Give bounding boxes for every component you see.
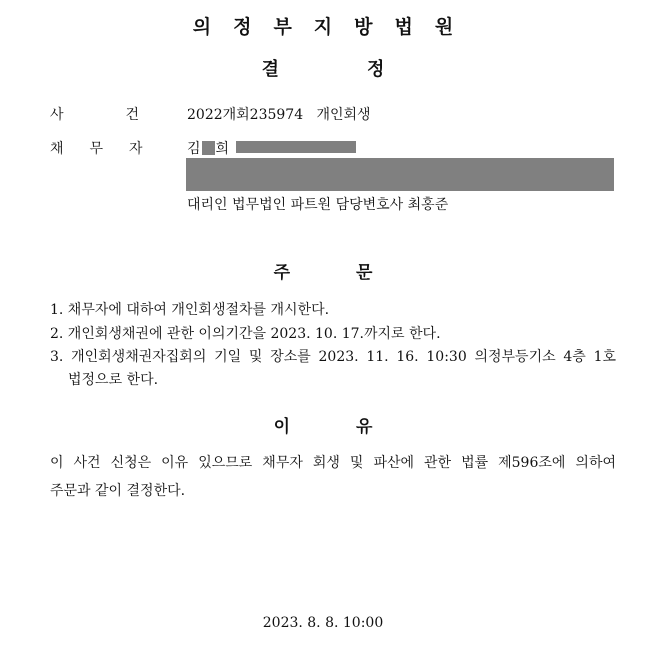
decision-date: 2023. 8. 8. 10:00 xyxy=(262,615,384,631)
order-title: 주문 xyxy=(273,263,439,283)
reason-line-1: 이 사건 신청은 이유 있으므로 채무자 회생 및 파산에 관한 법률 제596조에 의하여 xyxy=(50,455,616,471)
order-item-2: 2. 개인회생채권에 관한 이의기간을 2023. 10. 17.까지로 한다. xyxy=(50,326,441,342)
debtor-label xyxy=(50,138,169,158)
court-name: 의정부지방법원 xyxy=(192,16,476,38)
debtor-name-last: 희 xyxy=(215,141,230,157)
debtor-label-text: 채무자 xyxy=(50,141,169,157)
debtor-name xyxy=(187,138,229,158)
case-number: 2022개회235974 xyxy=(187,107,304,123)
order-item-3-continued: 법정으로 한다. xyxy=(68,372,159,388)
order-item-3: 3. 개인회생채권자집회의 기일 및 장소를 2023. 11. 16. 10:30 의정부등기소 4층 1호 xyxy=(50,349,616,365)
agent-line: 대리인 법무법인 파트원 담당변호사 최홍준 xyxy=(187,197,449,213)
document-type: 결정 xyxy=(261,59,473,80)
case-label xyxy=(50,104,202,124)
case-number-line xyxy=(187,104,371,124)
redacted-address-block xyxy=(186,158,614,191)
case-label-text: 사건 xyxy=(50,107,202,123)
case-name: 개인회생 xyxy=(316,107,371,123)
reason-title: 이유 xyxy=(273,417,439,437)
order-item-1: 1. 채무자에 대하여 개인회생절차를 개시한다. xyxy=(50,302,330,318)
redacted-id-block xyxy=(236,141,356,153)
reason-line-2: 주문과 같이 결정한다. xyxy=(50,483,186,499)
debtor-name-first: 김 xyxy=(187,141,201,157)
name-redaction xyxy=(202,141,215,155)
